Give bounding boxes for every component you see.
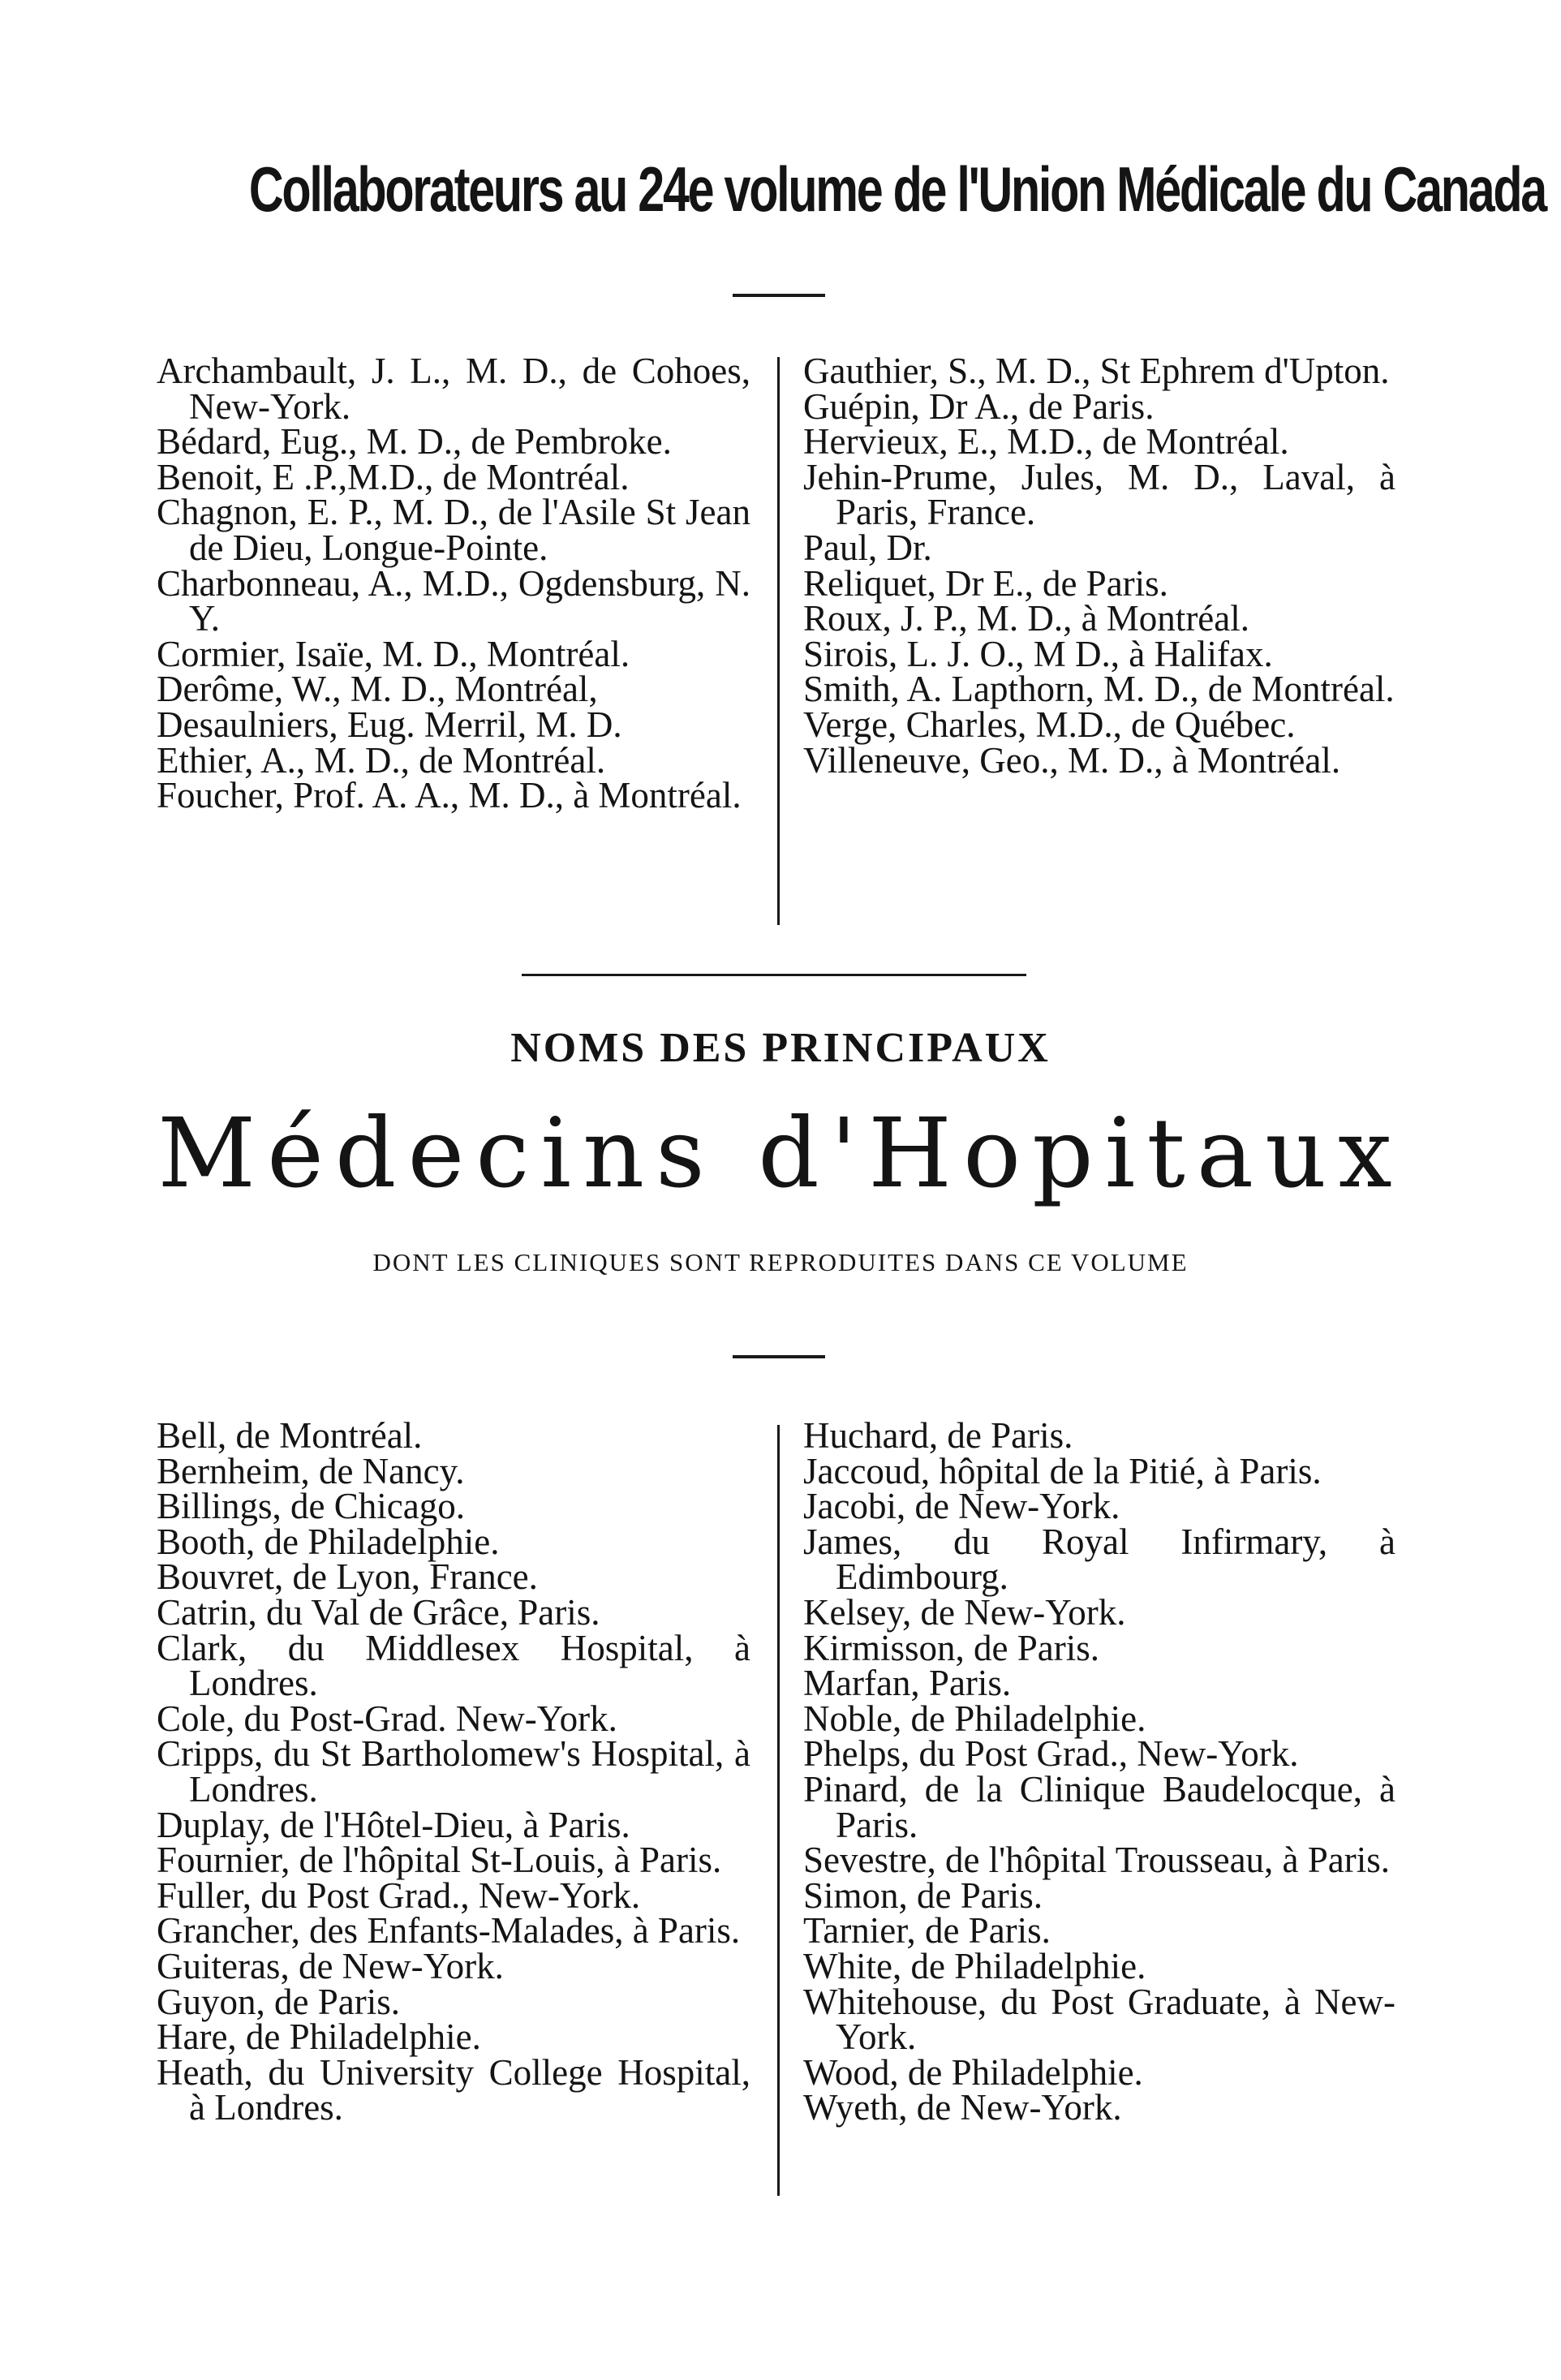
physician-entry: Heath, du University College Hospital, à Londres. xyxy=(157,2051,750,2128)
collaborator-entry: Smith, A. Lapthorn, M. D., de Montréal. xyxy=(803,669,1395,710)
collaborator-entry: Chagnon, E. P., M. D., de l'Asile St Jean de Dieu, Longue-Pointe. xyxy=(157,492,750,568)
physician-entry: Guyon, de Paris. xyxy=(157,1981,400,2022)
collaborator-entry: Gauthier, S., M. D., St Ephrem d'Upton. xyxy=(803,351,1390,391)
collaborator-entry: Paul, Dr. xyxy=(803,527,932,568)
collaborator-entry: Bédard, Eug., M. D., de Pembroke. xyxy=(157,421,672,463)
physician-entry: Hare, de Philadelphie. xyxy=(157,2016,481,2058)
collaborator-entry: Jehin-Prume, Jules, M. D., Laval, à Paris, France. xyxy=(803,456,1395,533)
physician-entry: Kirmisson, de Paris. xyxy=(803,1627,1099,1668)
physician-entry: Booth, de Philadelphie. xyxy=(157,1521,500,1562)
physician-entry: Pinard, de la Clinique Baudelocque, à Paris. xyxy=(803,1768,1395,1845)
physician-entry: Catrin, du Val de Grâce, Paris. xyxy=(157,1591,600,1633)
physician-entry: Noble, de Philadelphie. xyxy=(803,1698,1146,1739)
physician-entry: Bernheim, de Nancy. xyxy=(157,1450,465,1491)
physician-entry: Marfan, Paris. xyxy=(803,1663,1012,1704)
column-divider xyxy=(777,1425,780,2196)
physician-entry: Wood, de Philadelphie. xyxy=(803,2051,1143,2093)
physician-entry: Cole, du Post-Grad. New-York. xyxy=(157,1698,617,1739)
subheading-divider xyxy=(733,1355,825,1358)
physician-entry: Bell, de Montréal. xyxy=(157,1415,423,1456)
collaborator-entry: Desaulniers, Eug. Merril, M. D. xyxy=(157,704,622,745)
physician-entry: James, du Royal Infirmary, à Edimbourg. xyxy=(803,1521,1395,1598)
physician-entry: Cripps, du St Bartholomew's Hospital, à Londres. xyxy=(157,1733,750,1810)
physicians-left-column xyxy=(157,1415,750,2128)
physician-entry: Simon, de Paris. xyxy=(803,1874,1043,1916)
collaborator-entry: Derôme, W., M. D., Montréal, xyxy=(157,669,598,710)
collaborator-entry: Archambault, J. L., M. D., de Cohoes, New-York. xyxy=(157,351,750,427)
physician-entry: Sevestre, de l'hôpital Trousseau, à Paris. xyxy=(803,1840,1391,1881)
physician-entry: Wyeth, de New-York. xyxy=(803,2087,1122,2128)
physician-entry: Phelps, du Post Grad., New-York. xyxy=(803,1733,1299,1775)
physician-entry: Grancher, des Enfants-Malades, à Paris. xyxy=(157,1910,741,1952)
collaborator-entry: Ethier, A., M. D., de Montréal. xyxy=(157,739,606,781)
collaborator-entry: Benoit, E .P.,M.D., de Montréal. xyxy=(157,456,630,497)
physician-entry: Kelsey, de New-York. xyxy=(803,1591,1126,1633)
collaborator-entry: Verge, Charles, M.D., de Québec. xyxy=(803,704,1296,745)
collaborator-entry: Roux, J. P., M. D., à Montréal. xyxy=(803,598,1249,639)
title-divider xyxy=(733,294,825,297)
section-heading-big: Médecins d'Hopitaux xyxy=(157,1097,1404,1209)
column-divider xyxy=(777,357,780,925)
physician-entry: Whitehouse, du Post Graduate, à New-York. xyxy=(803,1981,1395,2058)
physician-entry: Billings, de Chicago. xyxy=(157,1486,465,1527)
collaborator-entry: Sirois, L. J. O., M D., à Halifax. xyxy=(803,633,1273,674)
collaborator-entry: Cormier, Isaïe, M. D., Montréal. xyxy=(157,633,630,674)
section-subheading: DONT LES CLINIQUES SONT REPRODUITES DANS CE VOLUME xyxy=(372,1248,1189,1276)
physician-entry: Clark, du Middlesex Hospital, à Londres. xyxy=(157,1627,750,1704)
section-divider xyxy=(522,974,1026,976)
collaborator-entry: Foucher, Prof. A. A., M. D., à Montréal. xyxy=(157,775,742,816)
physician-entry: Huchard, de Paris. xyxy=(803,1415,1073,1456)
physician-entry: Bouvret, de Lyon, France. xyxy=(157,1556,538,1598)
collaborator-entry: Charbonneau, A., M.D., Ogdensburg, N. Y. xyxy=(157,562,750,639)
physician-entry: Fuller, du Post Grad., New-York. xyxy=(157,1874,641,1916)
physicians-right-column xyxy=(803,1415,1395,2128)
physician-entry: Fournier, de l'hôpital St-Louis, à Paris. xyxy=(157,1840,722,1881)
physician-entry: Duplay, de l'Hôtel-Dieu, à Paris. xyxy=(157,1804,630,1845)
page-title: Collaborateurs au 24e volume de l'Union Médicale du Canada xyxy=(248,153,1546,225)
collaborator-entry: Guépin, Dr A., de Paris. xyxy=(803,385,1155,427)
section-heading-small: NOMS DES PRINCIPAUX xyxy=(510,1025,1051,1071)
physician-entry: Jaccoud, hôpital de la Pitié, à Paris. xyxy=(803,1450,1322,1491)
collaborators-right-column xyxy=(803,351,1395,781)
collaborator-entry: Villeneuve, Geo., M. D., à Montréal. xyxy=(803,739,1341,781)
physician-entry: Tarnier, de Paris. xyxy=(803,1910,1051,1952)
physician-entry: Jacobi, de New-York. xyxy=(803,1486,1120,1527)
physician-entry: White, de Philadelphie. xyxy=(803,1945,1146,1986)
physician-entry: Guiteras, de New-York. xyxy=(157,1945,504,1986)
collaborator-entry: Reliquet, Dr E., de Paris. xyxy=(803,562,1168,604)
collaborator-entry: Hervieux, E., M.D., de Montréal. xyxy=(803,421,1289,463)
collaborators-left-column xyxy=(157,351,750,816)
